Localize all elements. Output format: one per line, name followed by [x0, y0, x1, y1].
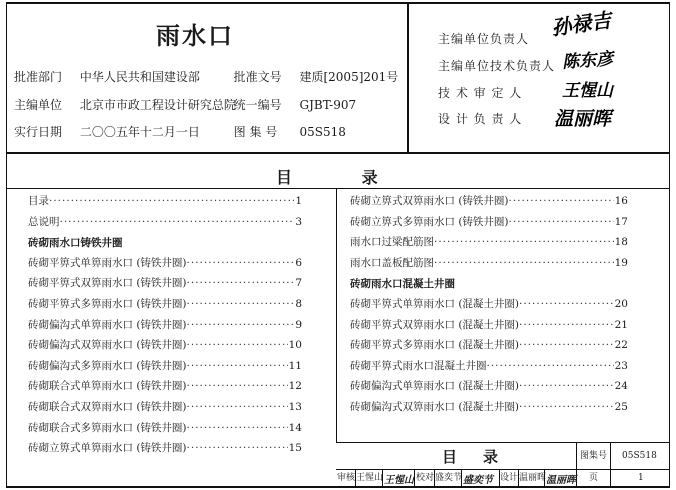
- toc-entry[interactable]: [350, 359, 628, 373]
- toc-entry-label: 砖砌联合式双箅雨水口 (铸铁井圈): [28, 401, 187, 413]
- toc-leader-dots: [519, 297, 614, 311]
- toc-entry-page: 7: [295, 277, 302, 290]
- toc-entry[interactable]: [350, 194, 628, 208]
- review-label: 审核: [337, 473, 356, 483]
- toc-entry-label: 雨水口过梁配筋图: [350, 236, 434, 249]
- toc-entry-page: 13: [288, 401, 302, 413]
- toc-entry-label: 砖砌平箅式多箅雨水口 (铸铁井圈): [28, 298, 187, 310]
- toc-column-divider: [336, 188, 337, 442]
- signature-role-2: 主编单位技术负责人: [438, 59, 556, 73]
- title-block-top: [336, 442, 670, 443]
- toc-entry[interactable]: [350, 318, 628, 332]
- toc-entry-label: 砖砌偏沟式双箅雨水口 (混凝土井圈): [350, 401, 520, 413]
- toc-entry-page: 17: [614, 215, 628, 228]
- frame-bottom: [6, 486, 670, 488]
- toc-entry-label: 雨水口盖板配筋图: [350, 256, 434, 269]
- signature-role-4: 设 计 负 责 人: [438, 112, 523, 126]
- toc-entry-label: 砖砌平箅式单箅雨水口 (铸铁井圈): [28, 256, 187, 269]
- toc-section-heading: 砖砌雨水口铸铁井圈: [28, 237, 123, 250]
- toc-entry-label: 砖砌平箅式雨水口混凝土井圈: [350, 359, 487, 372]
- toc-entry[interactable]: [28, 276, 302, 290]
- toc-entry[interactable]: [28, 359, 302, 373]
- toc-leader-dots: [187, 421, 288, 435]
- toc-leader-dots: [519, 318, 614, 332]
- proof-label: 校对: [416, 473, 435, 483]
- tb-divider-atlas: [576, 442, 577, 486]
- toc-entry-page: 19: [614, 256, 628, 269]
- toc-entry[interactable]: [28, 441, 302, 455]
- toc-leader-dots: [187, 379, 288, 393]
- toc-entry-label: 砖砌平箅式双箅雨水口 (混凝土井圈): [350, 318, 520, 331]
- toc-leader-dots: [519, 338, 614, 352]
- toc-leader-dots: [187, 400, 288, 414]
- toc-entry[interactable]: [28, 215, 302, 229]
- toc-entry-page: 6: [295, 256, 302, 269]
- toc-entry-label: 砖砌平箅式双箅雨水口 (铸铁井圈): [28, 277, 187, 290]
- toc-entry-label: 目录: [28, 195, 49, 207]
- toc-entry-page: 25: [614, 401, 628, 413]
- proof-name: 盛奕节: [435, 473, 463, 483]
- toc-entry[interactable]: [28, 421, 302, 435]
- toc-leader-dots: [187, 256, 295, 270]
- toc-entry[interactable]: [28, 400, 302, 414]
- toc-entry-page: 18: [614, 236, 628, 249]
- toc-entry-label: 砖砌偏沟式单箅雨水口 (铸铁井圈): [28, 318, 187, 331]
- title-block-atlas-no: 05S518: [622, 451, 657, 461]
- toc-entry-page: 9: [295, 318, 302, 331]
- toc-leader-dots: [434, 256, 614, 270]
- toc-entry-page: 20: [614, 298, 628, 310]
- review-signature: 王惺山: [384, 475, 414, 486]
- toc-entry[interactable]: [28, 379, 302, 393]
- toc-entry[interactable]: [28, 318, 302, 332]
- toc-entry-label: 砖砌偏沟式双箅雨水口 (铸铁井圈): [28, 339, 187, 352]
- header-vertical-divider: [407, 2, 409, 154]
- toc-entry-page: 11: [288, 359, 302, 372]
- signature-4: 温丽晖: [554, 108, 612, 130]
- toc-leader-dots: [519, 400, 614, 414]
- toc-heading: 目 录: [276, 168, 378, 187]
- toc-entry-label: 砖砌立箅式单箅雨水口 (铸铁井圈): [28, 442, 187, 455]
- toc-leader-dots: [187, 297, 295, 311]
- toc-leader-dots: [434, 235, 614, 249]
- frame-top: [6, 2, 670, 4]
- toc-leader-dots: [60, 215, 295, 229]
- toc-entry-label: 砖砌平箅式单箅雨水口 (混凝土井圈): [350, 298, 520, 310]
- toc-entry-label: 总说明: [28, 215, 60, 228]
- toc-entry[interactable]: [350, 400, 628, 414]
- page-label: 页: [589, 473, 599, 483]
- toc-entry[interactable]: [350, 235, 628, 249]
- toc-entry-page: 3: [295, 215, 302, 228]
- toc-leader-dots: [49, 194, 294, 208]
- toc-entry-page: 8: [295, 298, 302, 310]
- title-block-title: 目 录: [442, 448, 509, 466]
- design-label: 设计: [500, 473, 519, 483]
- toc-leader-dots: [519, 379, 614, 393]
- page-number: 1: [638, 473, 644, 483]
- toc-entry[interactable]: [350, 256, 628, 270]
- proof-signature: 盛奕节: [463, 475, 493, 486]
- toc-entry-page: 21: [614, 318, 628, 331]
- toc-entry[interactable]: [28, 338, 302, 352]
- toc-entry-page: 14: [288, 421, 302, 434]
- signature-role-3: 技 术 审 定 人: [438, 86, 523, 100]
- toc-entry-page: 16: [614, 195, 628, 207]
- toc-entry[interactable]: [350, 297, 628, 311]
- title-block-atlas-label: 图集号: [580, 451, 608, 461]
- toc-entry-label: 砖砌联合式多箅雨水口 (铸铁井圈): [28, 421, 187, 434]
- toc-entry-page: 12: [288, 380, 302, 393]
- design-signature: 温丽晖: [546, 475, 576, 486]
- toc-entry-page: 23: [614, 359, 628, 372]
- frame-left: [6, 2, 7, 488]
- toc-entry-page: 1: [295, 195, 302, 207]
- toc-entry-label: 砖砌平箅式多箅雨水口 (混凝土井圈): [350, 339, 520, 352]
- toc-entry[interactable]: [350, 379, 628, 393]
- toc-entry-page: 22: [614, 339, 628, 352]
- toc-entry-label: 砖砌偏沟式单箅雨水口 (混凝土井圈): [350, 380, 520, 393]
- toc-heading-rule: [6, 188, 670, 189]
- design-name: 温丽晖: [519, 473, 547, 483]
- toc-entry[interactable]: [350, 338, 628, 352]
- signature-2: 陈东彦: [561, 49, 614, 73]
- toc-entry-label: 砖砌偏沟式多箅雨水口 (铸铁井圈): [28, 359, 187, 372]
- toc-entry-label: 砖砌立箅式双箅雨水口 (铸铁井圈): [350, 195, 509, 207]
- toc-leader-dots: [509, 194, 614, 208]
- toc-leader-dots: [487, 359, 614, 373]
- toc-leader-dots: [187, 276, 295, 290]
- toc-leader-dots: [187, 318, 295, 332]
- tb-sep-3: [414, 469, 415, 486]
- toc-entry-page: 10: [288, 339, 302, 352]
- review-name: 王惺山: [356, 473, 384, 483]
- toc-leader-dots: [187, 338, 288, 352]
- approval-row: 批准部门 中华人民共和国建设部 批准文号 建质[2005]201号: [14, 70, 399, 84]
- page-title: 雨水口: [156, 22, 234, 50]
- drawing-sheet: [6, 2, 670, 488]
- header-divider: [6, 152, 670, 154]
- title-block-mid: [336, 469, 670, 470]
- frame-right: [669, 2, 670, 488]
- editor-row: 主编单位 北京市市政工程设计研究总院 统一编号 GJBT-907: [14, 98, 357, 112]
- toc-entry-page: 15: [288, 442, 302, 455]
- signature-3: 王惺山: [562, 81, 613, 101]
- toc-leader-dots: [187, 441, 288, 455]
- toc-section-heading: 砖砌雨水口混凝土井圈: [350, 278, 455, 291]
- toc-leader-dots: [509, 215, 614, 229]
- toc-entry-page: 24: [614, 380, 628, 393]
- toc-entry[interactable]: [28, 297, 302, 311]
- toc-entry-label: 砖砌立箅式多箅雨水口 (铸铁井圈): [350, 215, 509, 228]
- toc-entry[interactable]: [28, 256, 302, 270]
- toc-entry[interactable]: [350, 215, 628, 229]
- effective-row: 实行日期 二〇〇五年十二月一日 图 集 号 05S518: [14, 125, 346, 139]
- toc-leader-dots: [187, 359, 288, 373]
- signature-1: 孙禄吉: [549, 7, 613, 41]
- tb-divider-atlas-value: [610, 442, 611, 486]
- toc-entry[interactable]: [28, 194, 302, 208]
- signature-role-1: 主编单位负责人: [438, 32, 530, 46]
- toc-entry-label: 砖砌联合式单箅雨水口 (铸铁井圈): [28, 380, 187, 393]
